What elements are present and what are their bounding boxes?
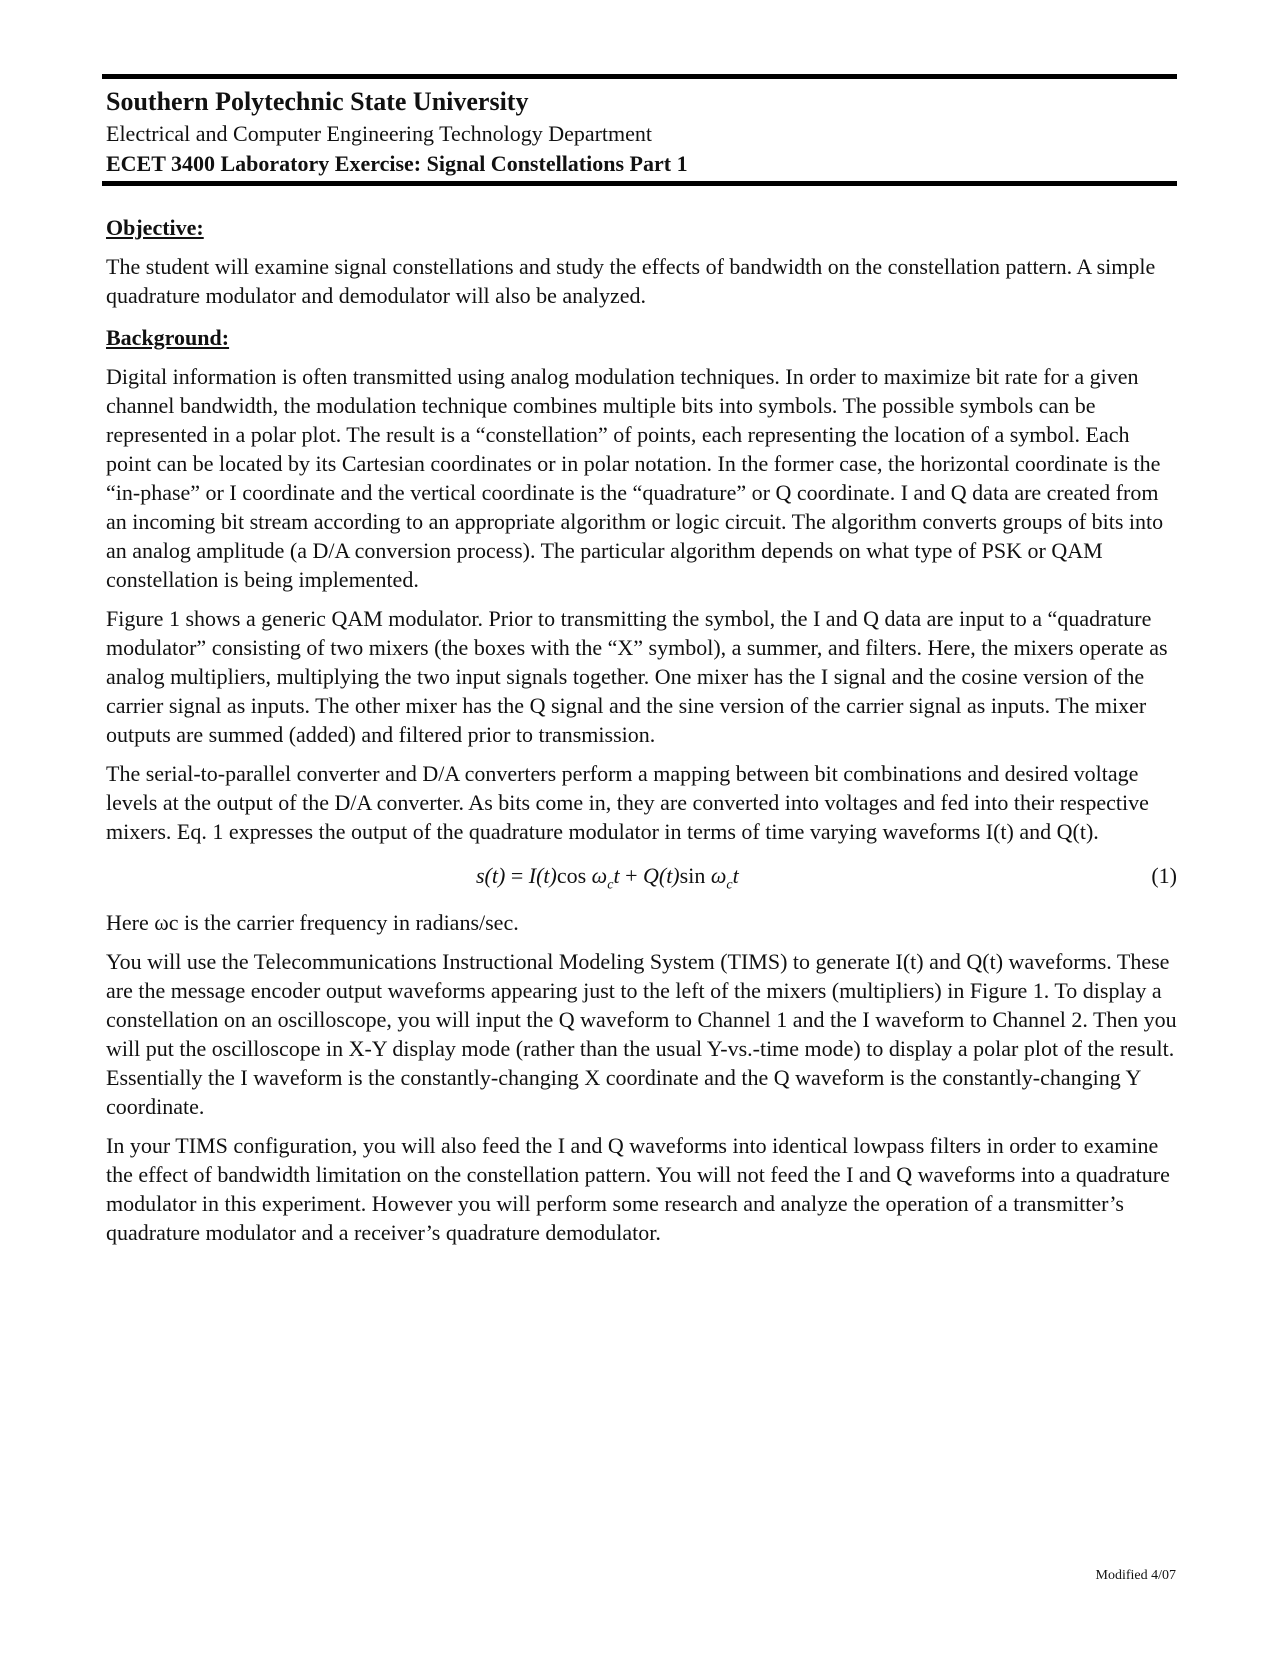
equation-1 — [106, 856, 1177, 896]
document-header — [102, 79, 1177, 181]
carrier-frequency-note: Here ωc is the carrier frequency in radians/sec. — [106, 910, 519, 935]
document-body — [102, 214, 1177, 1247]
equation-number: (1) — [1151, 863, 1177, 888]
department-name: Electrical and Computer Engineering Technology Department — [106, 121, 653, 146]
lab-title: ECET 3400 Laboratory Exercise: Signal Constellations Part 1 — [106, 151, 688, 176]
objective-heading: Objective: — [106, 215, 204, 240]
background-paragraph-4: You will use the Telecommunications Instructional Modeling System (TIMS) to generate I(t) and Q(t) waveforms. These are the message encoder output waveforms appearing just to the left of the mixers (multipliers) in Figure 1. To display a constellation on an oscilloscope, you will input the Q waveform to Channel 1 and the I waveform to Channel 2. Then you will put the oscilloscope in X-Y display mode (rather than the usual Y-vs.-time mode) to display a polar plot of the result. Essentially the I waveform is the constantly-changing X coordinate and the Q waveform is the constantly-changing Y coordinate. — [106, 949, 1177, 1119]
background-paragraph-2: Figure 1 shows a generic QAM modulator. Prior to transmitting the symbol, the I and Q data are input to a “quadrature modulator” consisting of two mixers (the boxes with the “X” symbol), a summer, and filters. Here, the mixers operate as analog multipliers, multiplying the two input signals together. One mixer has the I signal and the cosine version of the carrier signal as inputs. The other mixer has the Q signal and the sine version of the carrier signal as inputs. The mixer outputs are summed (added) and filtered prior to transmission. — [106, 606, 1168, 747]
equation-expression: s(t) = I(t)cos $\omega_ct + Q(t)\sin$ $\omega_ct$ — [476, 863, 739, 893]
background-paragraph-3: The serial-to-parallel converter and D/A converters perform a mapping between bit combinations and desired voltage levels at the output of the D/A converter. As bits come in, they are converted into voltages and fed into their respective mixers. Eq. 1 expresses the output of the quadrature modulator in terms of time varying waveforms I(t) and Q(t). — [106, 761, 1149, 844]
bottom-rule — [102, 181, 1177, 186]
background-paragraph-5: In your TIMS configuration, you will also feed the I and Q waveforms into identical lowpass filters in order to examine the effect of bandwidth limitation on the constellation pattern. You will not feed the I and Q waveforms into a quadrature modulator in this experiment. However you will perform some research and analyze the operation of a transmitter’s quadrature modulator and a receiver’s quadrature demodulator. — [106, 1133, 1170, 1245]
university-name: Southern Polytechnic State University — [106, 87, 529, 116]
modified-date: Modified 4/07 — [1095, 1568, 1176, 1583]
background-heading: Background: — [106, 325, 230, 350]
objective-text: The student will examine signal constellations and study the effects of bandwidth on the constellation pattern. A simple quadrature modulator and demodulator will also be analyzed. — [106, 254, 1156, 308]
background-paragraph-1: Digital information is often transmitted using analog modulation techniques. In order to maximize bit rate for a given channel bandwidth, the modulation technique combines multiple bits into symbols. The possible symbols can be represented in a polar plot. The result is a “constellation” of points, each representing the location of a symbol. Each point can be located by its Cartesian coordinates or in polar notation. In the former case, the horizontal coordinate is the “in-phase” or I coordinate and the vertical coordinate is the “quadrature” or Q coordinate. I and Q data are created from an incoming bit stream according to an appropriate algorithm or logic circuit. The algorithm converts groups of bits into an analog amplitude (a D/A conversion process). The particular algorithm depends on what type of PSK or QAM constellation is being implemented. — [106, 364, 1164, 592]
document-page — [102, 74, 1177, 1257]
